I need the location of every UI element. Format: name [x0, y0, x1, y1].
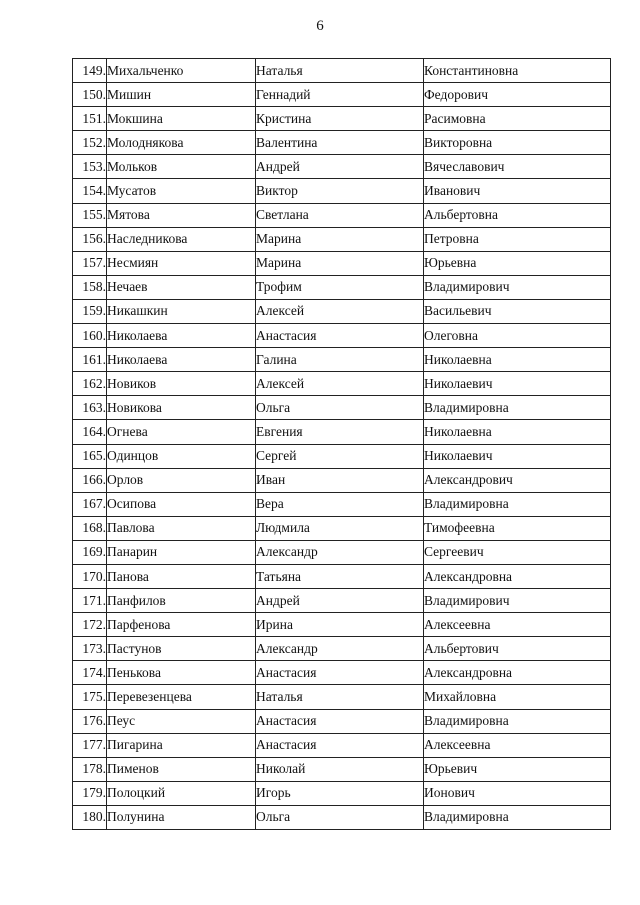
surname-cell: Никашкин	[107, 299, 256, 323]
surname-cell: Павлова	[107, 516, 256, 540]
table-row	[73, 324, 611, 348]
given-name-cell: Сергей	[256, 444, 424, 468]
table-row	[73, 348, 611, 372]
patronymic-cell: Александровна	[424, 564, 611, 588]
patronymic-cell: Александрович	[424, 468, 611, 492]
patronymic-cell: Алексеевна	[424, 613, 611, 637]
given-name-cell: Алексей	[256, 299, 424, 323]
given-name-cell: Вера	[256, 492, 424, 516]
surname-cell: Наследникова	[107, 227, 256, 251]
table-row	[73, 299, 611, 323]
given-name-cell: Наталья	[256, 685, 424, 709]
row-number: 175.	[73, 685, 107, 709]
given-name-cell: Людмила	[256, 516, 424, 540]
patronymic-cell: Владимировна	[424, 396, 611, 420]
patronymic-cell: Михайловна	[424, 685, 611, 709]
surname-cell: Мишин	[107, 83, 256, 107]
patronymic-cell: Константиновна	[424, 59, 611, 83]
page-number: 6	[316, 18, 324, 34]
surname-cell: Огнева	[107, 420, 256, 444]
patronymic-cell: Алексеевна	[424, 733, 611, 757]
row-number: 159.	[73, 299, 107, 323]
table-row	[73, 564, 611, 588]
patronymic-cell: Вячеславович	[424, 155, 611, 179]
patronymic-cell: Владимировна	[424, 709, 611, 733]
table-row	[73, 685, 611, 709]
table-row	[73, 203, 611, 227]
row-number: 180.	[73, 805, 107, 829]
given-name-cell: Татьяна	[256, 564, 424, 588]
table-row	[73, 420, 611, 444]
patronymic-cell: Васильевич	[424, 299, 611, 323]
surname-cell: Новикова	[107, 396, 256, 420]
row-number: 174.	[73, 661, 107, 685]
patronymic-cell: Владимировна	[424, 805, 611, 829]
given-name-cell: Андрей	[256, 155, 424, 179]
given-name-cell: Наталья	[256, 59, 424, 83]
patronymic-cell: Александровна	[424, 661, 611, 685]
row-number: 150.	[73, 83, 107, 107]
table-row	[73, 251, 611, 275]
surname-cell: Пастунов	[107, 637, 256, 661]
given-name-cell: Кристина	[256, 107, 424, 131]
roster-table	[72, 58, 611, 830]
given-name-cell: Алексей	[256, 372, 424, 396]
table-row	[73, 155, 611, 179]
row-number: 153.	[73, 155, 107, 179]
table-row	[73, 83, 611, 107]
patronymic-cell: Альбертовна	[424, 203, 611, 227]
row-number: 161.	[73, 348, 107, 372]
surname-cell: Молоднякова	[107, 131, 256, 155]
patronymic-cell: Тимофеевна	[424, 516, 611, 540]
surname-cell: Михальченко	[107, 59, 256, 83]
row-number: 176.	[73, 709, 107, 733]
table-row	[73, 227, 611, 251]
row-number: 165.	[73, 444, 107, 468]
surname-cell: Пеус	[107, 709, 256, 733]
row-number: 170.	[73, 564, 107, 588]
table-row	[73, 733, 611, 757]
row-number: 158.	[73, 275, 107, 299]
table-row	[73, 492, 611, 516]
row-number: 162.	[73, 372, 107, 396]
row-number: 156.	[73, 227, 107, 251]
surname-cell: Пименов	[107, 757, 256, 781]
row-number: 167.	[73, 492, 107, 516]
row-number: 160.	[73, 324, 107, 348]
row-number: 154.	[73, 179, 107, 203]
surname-cell: Осипова	[107, 492, 256, 516]
surname-cell: Перевезенцева	[107, 685, 256, 709]
given-name-cell: Галина	[256, 348, 424, 372]
given-name-cell: Трофим	[256, 275, 424, 299]
patronymic-cell: Расимовна	[424, 107, 611, 131]
table-row	[73, 468, 611, 492]
surname-cell: Панарин	[107, 540, 256, 564]
table-row	[73, 781, 611, 805]
patronymic-cell: Викторовна	[424, 131, 611, 155]
table-row	[73, 757, 611, 781]
table-row	[73, 589, 611, 613]
row-number: 168.	[73, 516, 107, 540]
patronymic-cell: Олеговна	[424, 324, 611, 348]
surname-cell: Панфилов	[107, 589, 256, 613]
patronymic-cell: Николаевна	[424, 348, 611, 372]
row-number: 169.	[73, 540, 107, 564]
row-number: 157.	[73, 251, 107, 275]
surname-cell: Полоцкий	[107, 781, 256, 805]
row-number: 179.	[73, 781, 107, 805]
table-row	[73, 709, 611, 733]
given-name-cell: Валентина	[256, 131, 424, 155]
row-number: 178.	[73, 757, 107, 781]
row-number: 172.	[73, 613, 107, 637]
surname-cell: Панова	[107, 564, 256, 588]
surname-cell: Пенькова	[107, 661, 256, 685]
patronymic-cell: Владимирович	[424, 275, 611, 299]
surname-cell: Николаева	[107, 348, 256, 372]
surname-cell: Пигарина	[107, 733, 256, 757]
surname-cell: Несмиян	[107, 251, 256, 275]
given-name-cell: Ольга	[256, 805, 424, 829]
table-row	[73, 516, 611, 540]
row-number: 155.	[73, 203, 107, 227]
surname-cell: Мокшина	[107, 107, 256, 131]
surname-cell: Парфенова	[107, 613, 256, 637]
given-name-cell: Евгения	[256, 420, 424, 444]
patronymic-cell: Сергеевич	[424, 540, 611, 564]
patronymic-cell: Владимировна	[424, 492, 611, 516]
surname-cell: Орлов	[107, 468, 256, 492]
row-number: 171.	[73, 589, 107, 613]
table-row	[73, 107, 611, 131]
given-name-cell: Ольга	[256, 396, 424, 420]
surname-cell: Мольков	[107, 155, 256, 179]
given-name-cell: Марина	[256, 251, 424, 275]
table-row	[73, 396, 611, 420]
patronymic-cell: Федорович	[424, 83, 611, 107]
row-number: 152.	[73, 131, 107, 155]
table-row	[73, 444, 611, 468]
table-row	[73, 661, 611, 685]
row-number: 173.	[73, 637, 107, 661]
surname-cell: Полунина	[107, 805, 256, 829]
row-number: 149.	[73, 59, 107, 83]
given-name-cell: Ирина	[256, 613, 424, 637]
table-row	[73, 59, 611, 83]
given-name-cell: Анастасия	[256, 324, 424, 348]
given-name-cell: Иван	[256, 468, 424, 492]
roster-table-body	[73, 59, 611, 830]
given-name-cell: Анастасия	[256, 733, 424, 757]
surname-cell: Нечаев	[107, 275, 256, 299]
patronymic-cell: Николаевич	[424, 444, 611, 468]
surname-cell: Мятова	[107, 203, 256, 227]
row-number: 177.	[73, 733, 107, 757]
patronymic-cell: Николаевич	[424, 372, 611, 396]
given-name-cell: Анастасия	[256, 709, 424, 733]
table-row	[73, 131, 611, 155]
given-name-cell: Геннадий	[256, 83, 424, 107]
row-number: 151.	[73, 107, 107, 131]
surname-cell: Новиков	[107, 372, 256, 396]
surname-cell: Николаева	[107, 324, 256, 348]
given-name-cell: Андрей	[256, 589, 424, 613]
given-name-cell: Светлана	[256, 203, 424, 227]
given-name-cell: Виктор	[256, 179, 424, 203]
patronymic-cell: Петровна	[424, 227, 611, 251]
patronymic-cell: Владимирович	[424, 589, 611, 613]
given-name-cell: Анастасия	[256, 661, 424, 685]
table-row	[73, 637, 611, 661]
table-row	[73, 179, 611, 203]
patronymic-cell: Юрьевна	[424, 251, 611, 275]
row-number: 166.	[73, 468, 107, 492]
given-name-cell: Александр	[256, 540, 424, 564]
surname-cell: Одинцов	[107, 444, 256, 468]
row-number: 164.	[73, 420, 107, 444]
patronymic-cell: Альбертович	[424, 637, 611, 661]
given-name-cell: Марина	[256, 227, 424, 251]
table-row	[73, 613, 611, 637]
table-row	[73, 805, 611, 829]
table-row	[73, 275, 611, 299]
patronymic-cell: Ионович	[424, 781, 611, 805]
patronymic-cell: Юрьевич	[424, 757, 611, 781]
given-name-cell: Николай	[256, 757, 424, 781]
given-name-cell: Игорь	[256, 781, 424, 805]
patronymic-cell: Николаевна	[424, 420, 611, 444]
row-number: 163.	[73, 396, 107, 420]
patronymic-cell: Иванович	[424, 179, 611, 203]
given-name-cell: Александр	[256, 637, 424, 661]
table-row	[73, 372, 611, 396]
table-row	[73, 540, 611, 564]
surname-cell: Мусатов	[107, 179, 256, 203]
